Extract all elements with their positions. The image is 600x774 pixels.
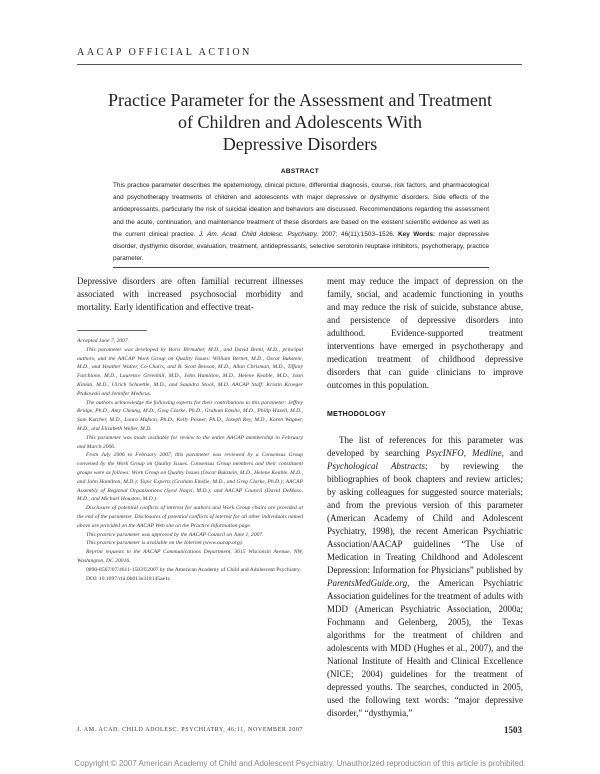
footnote-authors: This parameter was developed by Boris Birmaher, M.D., and David Brent, M.D., principal authors, and the AACAP Work Group on Quality Issues: William Bernet, M.D., Oscar Bukstein, M.D., and Heather Walter, Co-Chairs, and R. Scott Benson, M.D., Allan Chrisman, M.D., Tiffany Farchione, M.D., Laurence Greenhill, M.D., John Hamilton, M.D., Helene Keable, M.D., Joan Kinlan, M.D., Ulrich Schoettle, M.D., and Saundra Stock, M.D. AACAP Staff: Kristin Kroeger Ptakowski and Jennifer Medicus. [77, 346, 303, 397]
footnote-approval: This practice parameter was approved by the AACAP Council on June 1, 2007. [86, 531, 264, 538]
methodology-heading: METHODOLOGY [327, 411, 386, 418]
text-run: ; by reviewing the bibliographies of book chapters and review articles; by asking colleagues for suggested source materials; and from the previous version of this parameter (American Academy of Child and Adolescent Psychiatry, 1998), the recent American Psychiatric Association/AACAP guidelines “The Use of Medication in Treating Childhood and Adolescent Depression: Information for Physicians” published by [327, 461, 523, 575]
footnote-divider [77, 330, 147, 331]
section-label: AACAP OFFICIAL ACTION [77, 47, 252, 58]
footnote-consensus: From July 2006 to February 2007, this parameter was reviewed by a Consensus Group convened by the Work Group on Quality Issues. Consensus Group members and their constituent groups were as follows: Work Group on Quality Issues (Oscar Bukstein, M.D., Helene Keable, M.D., and John Hamilton, M.D.); Topic Experts (Graham Emslie, M.D., and Greg Clarke, Ph.D.); AACAP Assembly of Regional Organizations (Syed Naqvi, M.D.); and AACAP Council (David DeMaso, M.D., and Michael Houston, M.D.). [77, 452, 303, 503]
header-divider [77, 64, 522, 65]
footnote-accepted: Accepted June 7, 2007. [77, 338, 130, 344]
website-name: ParentsMedGuide.org [327, 578, 408, 588]
intro-paragraph: Depressive disorders are often familial recurrent illnesses associated with increased psychosocial morbidity and mortality. Early identification and effective treat- [77, 276, 303, 312]
keywords-label: Key Words: [398, 230, 436, 238]
copyright-notice: Copyright © 2007 American Academy of Child and Adolescent Psychiatry. Unauthorized reproduction of this article is prohibited. [74, 759, 526, 768]
running-footer: J. AM. ACAD. CHILD ADOLESC. PSYCHIATRY, 46:11, NOVEMBER 2007 [77, 727, 304, 733]
footnote-review: This parameter was made available for review to the entire AACAP membership in February and March 2006. [77, 434, 303, 450]
footnote-disclosure: Disclosure of potential conflicts of interest for authors and Work Group chairs are provided at the end of the parameter. Disclosures of potential conflicts of interest for all other individuals named above are provided on the AACAP Web site on the Practice Information page. [77, 505, 303, 529]
abstract-body [113, 180, 489, 265]
footnote-doi: DOI: 10.1097/chi.0b013e318145ae1c [86, 575, 171, 582]
title-line: Practice Parameter for the Assessment and Treatment [108, 90, 492, 110]
footnote-reprints: Reprint requests to the AACAP Communications Department, 3615 Wisconsin Avenue, NW, Washington, DC 20016. [77, 549, 303, 564]
footnotes [77, 337, 303, 583]
abstract-heading: ABSTRACT [280, 168, 320, 175]
abstract-divider [113, 267, 489, 268]
title-line: of Children and Adolescents With [178, 112, 422, 132]
text-run: , and [501, 448, 524, 458]
text-run: The list of references for this parameter was developed by searching [327, 435, 523, 458]
intro-continuation: ment may reduce the impact of depression on the family, social, and academic functioning in youths and may reduce the risk of suicide, substance abuse, and persistence of depressive disorders into adulthood. Evidence-supported treatment interventions have emerged in psychotherapy and medication treatment of childhood depressive disorders that can guide clinicians to improve outcomes in this population. [327, 276, 523, 390]
database-name: Psychological Abstracts [327, 461, 425, 471]
database-name: Medline [472, 448, 502, 458]
methodology-paragraph [327, 434, 523, 720]
abstract-citation-journal: J. Am. Acad. Child Adolesc. Psychiatry, [198, 230, 319, 238]
article-title [70, 89, 530, 155]
footnote-acknowledgments: The authors acknowledge the following experts for their contributions to this parameter: Jeffrey Bridge, Ph.D., Amy Cheung, M.D., Greg Clarke, Ph.D., Graham Emslie, M.D., Philip Hazell, M.D., Sam Kutcher, M.D., Laura Mufson, Ph.D., Kelly Posner, Ph.D., Joseph Rey, M.D., Karen Wagner, M.D., and Elizabeth Weller, M.D. [77, 399, 303, 432]
database-name: PsycINFO [425, 448, 464, 458]
footnote-availability: This practice parameter is available on the Internet (www.aacap.org). [86, 540, 244, 547]
text-run: , the American Psychiatric Association guidelines for the treatment of adults with MDD (American Psychiatric Association, 2000a; Fochmann and Gelenberg, 2005), the Texas algorithms for the treatment of children and adolescents with MDD (Hughes et al., 2007), and the National Institute of Health and Clinical Excellence (NICE; 2004) guidelines for the treatment of depressed youths. The searches, conducted in 2005, used the following text words: “major depressive disorder,” “dysthymia,” [327, 578, 523, 718]
abstract-citation-details: 2007; 46(11):1503–1526. [321, 230, 395, 238]
page-number: 1503 [504, 725, 522, 735]
text-run: , [463, 448, 473, 458]
abstract-text: This practice parameter describes the epidemiology, clinical picture, differential diagnosis, course, risk factors, and pharmacological and psychotherapy treatments of children and adolescents with major depressive or dysthymic disorders. Side effects of the antidepressants, particularly the risk of suicidal ideation and behaviors are discussed. Recommendations regarding the assessment and the acute, continuation, and maintenance treatment of these disorders are based on the existent scientific evidence as well as the current clinical practice. [113, 182, 489, 238]
right-column [327, 275, 523, 720]
left-column [77, 275, 303, 583]
keywords-list: major depressive disorder, dysthymic disorder, evaluation, treatment, antidepressants, selective serotonin reuptake inhibitors, psychotherapy, practice parameter. [113, 230, 489, 263]
footnote-copyright: 0890-8567/07/4611-1503©2007 by the American Academy of Child and Adolescent Psychiatry. [86, 566, 301, 573]
title-line: Depressive Disorders [222, 134, 378, 154]
